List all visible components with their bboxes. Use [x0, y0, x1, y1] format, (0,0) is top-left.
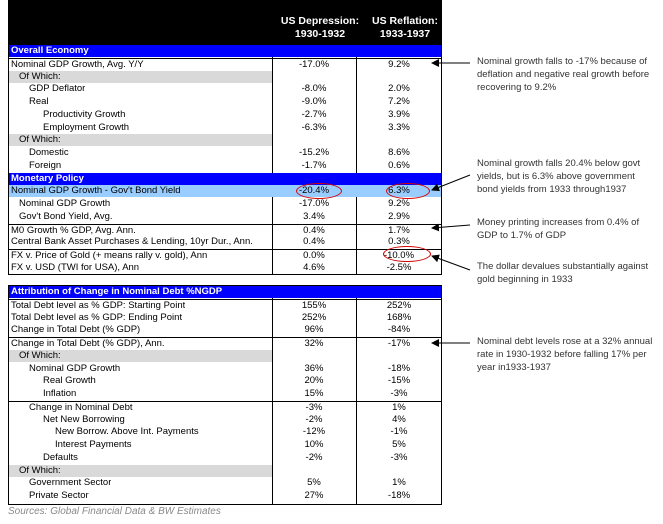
- value-depression: 27%: [304, 490, 324, 501]
- value-reflation: 1.7%: [388, 224, 410, 236]
- row-label: Real: [29, 96, 49, 107]
- row-label: Government Sector: [29, 477, 112, 489]
- value-reflation: -1%: [390, 426, 408, 438]
- row-label: Foreign: [29, 159, 62, 171]
- value-depression: 0.4%: [303, 236, 325, 248]
- row-label: Nominal GDP Growth: [19, 198, 111, 209]
- column-header-reflation: US Reflation: 1933-1937: [372, 15, 438, 40]
- value-reflation: -18%: [387, 490, 411, 501]
- value-depression: -2%: [305, 413, 323, 425]
- value-depression: -12%: [302, 426, 326, 438]
- value-reflation: -3%: [390, 388, 408, 399]
- row-label: Monetary Policy: [11, 172, 84, 184]
- row-label: Interest Payments: [55, 439, 132, 450]
- arrow-bond-yields: [432, 175, 470, 190]
- row-label: Domestic: [29, 147, 69, 158]
- row-label: Nominal GDP Growth, Avg. Y/Y: [11, 58, 144, 70]
- value-reflation: 2.9%: [388, 210, 410, 222]
- value-depression: -1.7%: [301, 159, 327, 171]
- row-label: M0 Growth % GDP, Avg. Ann.: [11, 224, 136, 236]
- value-reflation: -18%: [387, 362, 411, 374]
- row-label: Real Growth: [43, 375, 96, 387]
- row-label: Of Which:: [19, 349, 61, 361]
- value-depression: 5%: [307, 477, 321, 489]
- row-label: FX v. USD (TWI for USA), Ann: [11, 261, 140, 273]
- value-reflation: 8.6%: [388, 147, 410, 158]
- value-reflation: 4%: [392, 413, 406, 425]
- source-note: Sources: Global Financial Data & BW Estimates: [8, 506, 221, 517]
- note-bond-yields: Nominal growth falls 20.4% below govt yields, but is 6.3% above government bond yields from 1933 through1937: [477, 158, 641, 195]
- value-reflation: 3.9%: [388, 108, 410, 120]
- value-depression: 0.0%: [303, 250, 325, 261]
- row-label: Net New Borrowing: [43, 413, 125, 425]
- row-label: FX v. Price of Gold (+ means rally v. gold), Ann: [11, 250, 208, 261]
- row-label: Of Which:: [19, 134, 61, 146]
- note-nominal-growth: Nominal growth falls to -17% because of deflation and negative real growth before recovering to 9.2%: [477, 56, 650, 93]
- value-depression: 4.6%: [303, 261, 325, 273]
- row-label: New Borrow. Above Int. Payments: [55, 426, 199, 438]
- value-reflation: 7.2%: [388, 96, 410, 107]
- value-depression: -17.0%: [298, 58, 330, 70]
- row-label: Nominal GDP Growth - Gov't Bond Yield: [11, 185, 181, 197]
- row-label: Overall Economy: [11, 45, 89, 56]
- value-reflation: -2.5%: [386, 261, 412, 273]
- value-reflation: 6.3%: [388, 185, 410, 197]
- value-reflation: 168%: [386, 311, 412, 323]
- value-depression: -2.7%: [301, 108, 327, 120]
- value-depression: -20.4%: [298, 185, 330, 197]
- value-reflation: 9.2%: [388, 58, 410, 70]
- value-depression: 20%: [304, 375, 324, 387]
- value-depression: -9.0%: [301, 96, 327, 107]
- value-depression: -15.2%: [298, 147, 330, 158]
- value-reflation: -10.0%: [383, 250, 415, 261]
- value-depression: 10%: [304, 439, 324, 450]
- value-depression: -6.3%: [301, 121, 327, 133]
- row-label: Private Sector: [29, 490, 89, 501]
- value-reflation: 5%: [392, 439, 406, 450]
- value-reflation: 9.2%: [388, 198, 410, 209]
- value-reflation: 0.6%: [388, 159, 410, 171]
- column-header-depression: US Depression: 1930-1932: [280, 15, 360, 40]
- row-label: Of Which:: [19, 464, 61, 476]
- value-depression: 96%: [304, 324, 324, 336]
- value-depression: 32%: [304, 338, 324, 349]
- value-reflation: -84%: [387, 324, 411, 336]
- value-reflation: 2.0%: [388, 83, 410, 95]
- value-depression: 252%: [301, 311, 327, 323]
- value-depression: 0.4%: [303, 224, 325, 236]
- value-depression: -17.0%: [298, 198, 330, 209]
- value-reflation: -3%: [390, 451, 408, 463]
- value-depression: 15%: [304, 388, 324, 399]
- note-dollar-devalue: The dollar devalues substantially against gold beginning in 1933: [477, 261, 649, 285]
- arrow-money-printing: [432, 225, 470, 228]
- row-label: Change in Total Debt (% GDP): [11, 324, 141, 336]
- note-money-printing: Money printing increases from 0.4% of GDP to 1.7% of GDP: [477, 217, 640, 241]
- row-label: Change in Total Debt (% GDP), Ann.: [11, 338, 165, 349]
- row-label: Defaults: [43, 451, 78, 463]
- row-label: Total Debt level as % GDP: Starting Point: [11, 299, 186, 311]
- value-reflation: -17%: [387, 338, 411, 349]
- value-depression: -8.0%: [301, 83, 327, 95]
- value-reflation: 1%: [392, 477, 406, 489]
- value-depression: 155%: [301, 299, 327, 311]
- row-label: Employment Growth: [43, 121, 130, 133]
- row-label: GDP Deflator: [29, 83, 86, 95]
- row-label: Nominal GDP Growth: [29, 362, 121, 374]
- row-label: Total Debt level as % GDP: Ending Point: [11, 311, 183, 323]
- row-label: Productivity Growth: [43, 108, 126, 120]
- note-debt-levels: Nominal debt levels rose at a 32% annual rate in 1930-1932 before falling 17% per year in1933-1937: [477, 336, 653, 373]
- row-label: Gov't Bond Yield, Avg.: [19, 210, 113, 222]
- value-reflation: 0.3%: [388, 236, 410, 248]
- value-depression: 36%: [304, 362, 324, 374]
- row-label: Attribution of Change in Nominal Debt %NGDP: [11, 286, 223, 297]
- value-depression: -2%: [305, 451, 323, 463]
- row-label: Of Which:: [19, 70, 61, 82]
- value-depression: 3.4%: [303, 210, 325, 222]
- value-reflation: 3.3%: [388, 121, 410, 133]
- row-label: Central Bank Asset Purchases & Lending, 10yr Dur., Ann.: [11, 236, 253, 248]
- arrow-dollar-devalue: [432, 256, 470, 270]
- value-reflation: 252%: [386, 299, 412, 311]
- row-label: Inflation: [43, 388, 77, 399]
- value-reflation: 1%: [392, 401, 406, 413]
- value-reflation: -15%: [387, 375, 411, 387]
- row-label: Change in Nominal Debt: [29, 401, 133, 413]
- value-depression: -3%: [305, 401, 323, 413]
